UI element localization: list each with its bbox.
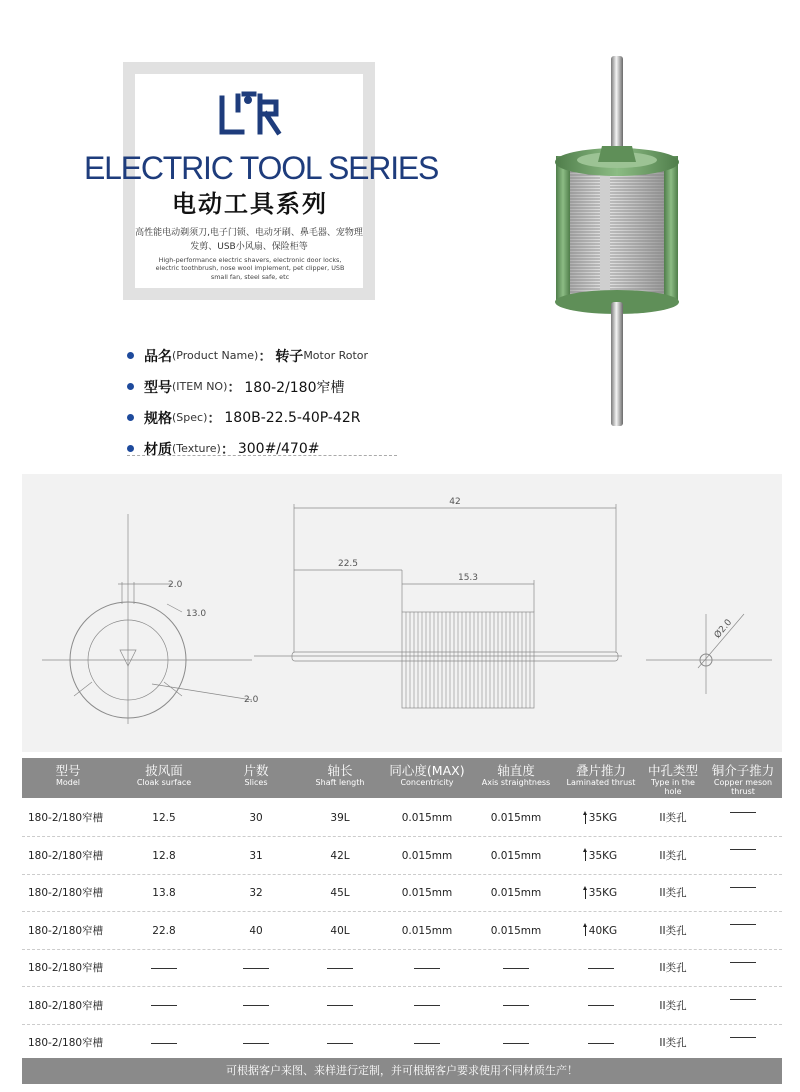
table-cell [704, 950, 782, 987]
info-label-cn: 规格 [144, 410, 172, 427]
table-cell [114, 1025, 214, 1062]
table-row [22, 913, 782, 950]
table-cell [472, 800, 560, 837]
table-cell [382, 913, 472, 950]
cell-value: 31 [249, 849, 263, 862]
arrow-icon [585, 925, 586, 936]
column-header-cn: 披风面 [145, 763, 183, 778]
footer-note: 可根据客户来图、来样进行定制，并可根据客户要求使用不同材质生产！ [22, 1058, 782, 1084]
info-label-en: (Spec) [172, 411, 208, 424]
column-header [642, 758, 704, 798]
dash-placeholder [730, 999, 756, 1000]
cell-value: 40 [249, 924, 263, 937]
dash-placeholder [730, 849, 756, 850]
table-cell [560, 838, 642, 875]
cell-value: II类孔 [659, 962, 687, 974]
table-cell [560, 875, 642, 912]
table-cell [472, 913, 560, 950]
info-label-en: (Texture) [172, 442, 221, 455]
table-cell [642, 988, 704, 1025]
bullet-icon [127, 352, 134, 359]
table-cell [560, 913, 642, 950]
table-cell [22, 913, 114, 950]
table-cell [704, 913, 782, 950]
dim-slot-label: 2.0 [168, 580, 183, 590]
table-cell [114, 838, 214, 875]
technical-drawing [22, 474, 782, 752]
info-label-cn: 型号 [144, 379, 172, 396]
cell-value: 35KG [588, 849, 618, 862]
column-header-cn: 同心度(MAX) [389, 763, 465, 778]
series-title-en: ELECTRIC TOOL SERIES [84, 150, 439, 186]
column-header-en: Model [55, 778, 81, 787]
divider [127, 455, 397, 456]
table-cell [704, 875, 782, 912]
dash-placeholder [151, 1005, 177, 1006]
table-cell [214, 950, 298, 987]
table-row [22, 950, 782, 987]
column-header-cn: 轴长 [327, 763, 353, 778]
brand-logo-icon [214, 88, 286, 140]
cell-value: 40KG [588, 924, 618, 937]
cell-value: 0.015mm [401, 887, 453, 899]
dash-placeholder [588, 1005, 614, 1006]
dash-placeholder [243, 1005, 269, 1006]
column-header-cn: 轴直度 [497, 763, 535, 778]
dash-placeholder [730, 924, 756, 925]
table-cell [214, 800, 298, 837]
cell-value: 12.8 [152, 849, 176, 862]
table-cell [382, 800, 472, 837]
table-cell [298, 950, 382, 987]
column-header-cn: 叠片推力 [575, 763, 626, 778]
dash-placeholder [730, 887, 756, 888]
info-row-spec: 规格 (Spec) ： 180B-22.5-40P-42R [127, 402, 427, 433]
info-row-item-no: 型号 (ITEM NO) ： 180-2/180窄槽 [127, 371, 427, 402]
table-cell [298, 800, 382, 837]
table-cell [114, 913, 214, 950]
arrow-icon [585, 813, 586, 824]
dash-placeholder [414, 1043, 440, 1044]
dash-placeholder [414, 1005, 440, 1006]
bullet-icon [127, 383, 134, 390]
column-header-cn: 型号 [55, 763, 81, 778]
table-cell [214, 1025, 298, 1062]
column-header [704, 758, 782, 798]
table-row [22, 988, 782, 1025]
bullet-icon [127, 445, 134, 452]
table-cell [642, 875, 704, 912]
dash-placeholder [243, 968, 269, 969]
cell-value: 180-2/180窄槽 [28, 924, 104, 937]
dash-placeholder [588, 1043, 614, 1044]
table-cell [214, 913, 298, 950]
dim-stack-label: 15.3 [457, 573, 479, 583]
table-cell [298, 913, 382, 950]
info-value-en: Motor Rotor [303, 349, 369, 362]
cell-value: 22.8 [152, 924, 176, 937]
cell-value: 13.8 [152, 887, 176, 899]
info-label-en: (Product Name) [172, 349, 259, 362]
table-cell [214, 838, 298, 875]
table-cell [704, 838, 782, 875]
description-cn: 高性能电动剃须刀,电子门锁、电动牙刷、鼻毛器、宠物理发剪、USB小风扇、保险柜等 [135, 228, 363, 252]
cell-value: 0.015mm [401, 812, 453, 824]
table-cell [560, 800, 642, 837]
series-title-cn: 电动工具系列 [172, 190, 328, 218]
dash-placeholder [730, 962, 756, 963]
column-header-cn: 片数 [243, 763, 269, 778]
table-cell [560, 950, 642, 987]
rotor-product-image [540, 56, 710, 436]
table-cell [298, 838, 382, 875]
spec-table-header [22, 758, 782, 798]
table-cell [472, 950, 560, 987]
arrow-icon [585, 850, 586, 861]
info-label-cn: 品名 [144, 348, 172, 365]
table-cell [382, 950, 472, 987]
table-cell [560, 1025, 642, 1062]
cell-value: II类孔 [659, 812, 687, 824]
table-cell [382, 838, 472, 875]
dash-placeholder [503, 968, 529, 969]
info-value: 转子 [275, 348, 304, 365]
table-cell [642, 950, 704, 987]
dash-placeholder [730, 1037, 756, 1038]
cell-value: II类孔 [659, 999, 687, 1012]
cell-value: 30 [249, 812, 263, 824]
column-header-en: Copper meson thrust [713, 778, 773, 796]
table-cell [472, 838, 560, 875]
table-cell [560, 988, 642, 1025]
cell-value: 180-2/180窄槽 [28, 887, 104, 899]
dash-placeholder [414, 968, 440, 969]
dash-placeholder [503, 1043, 529, 1044]
cell-value: 180-2/180窄槽 [28, 962, 104, 974]
cell-value: 180-2/180窄槽 [28, 999, 104, 1012]
cell-value: 32 [249, 887, 263, 899]
info-value: 180-2/180窄槽 [244, 379, 345, 396]
table-cell [214, 875, 298, 912]
dash-placeholder [588, 968, 614, 969]
table-cell [642, 1025, 704, 1062]
product-info-list [127, 340, 427, 464]
cell-value: 39L [330, 812, 350, 824]
table-cell [114, 875, 214, 912]
table-cell [22, 1025, 114, 1062]
drawing-svg [22, 474, 782, 752]
dash-placeholder [327, 968, 353, 969]
column-header [214, 758, 298, 798]
table-cell [704, 1025, 782, 1062]
cell-value: 40L [330, 924, 350, 937]
table-cell [22, 838, 114, 875]
table-cell [704, 800, 782, 837]
table-cell [22, 875, 114, 912]
table-cell [704, 988, 782, 1025]
table-cell [22, 800, 114, 837]
column-header-cn: 中孔类型 [647, 763, 698, 778]
info-value: 180B-22.5-40P-42R [224, 409, 361, 426]
column-header [22, 758, 114, 798]
cell-value: 0.015mm [490, 924, 542, 937]
cell-value: II类孔 [659, 924, 687, 937]
dash-placeholder [730, 812, 756, 813]
table-cell [642, 913, 704, 950]
table-cell [472, 1025, 560, 1062]
info-row-texture: 材质 (Texture) ： 300#/470# [127, 433, 427, 464]
column-header-en: Cloak surface [136, 778, 192, 787]
cell-value: 0.015mm [490, 887, 542, 899]
cell-value: 0.015mm [490, 849, 542, 862]
table-row [22, 800, 782, 837]
table-cell [298, 988, 382, 1025]
table-cell [298, 875, 382, 912]
column-header-cn: 铜介子推力 [711, 763, 775, 778]
bullet-icon [127, 414, 134, 421]
table-row [22, 838, 782, 875]
cell-value: 45L [330, 887, 350, 899]
dash-placeholder [151, 968, 177, 969]
table-cell [382, 875, 472, 912]
table-cell [114, 800, 214, 837]
dim-shaft-label: 22.5 [337, 559, 359, 569]
table-cell [114, 950, 214, 987]
column-header [382, 758, 472, 798]
table-cell [642, 838, 704, 875]
cell-value: 35KG [588, 812, 618, 824]
cell-value: 180-2/180窄槽 [28, 849, 104, 862]
column-header [560, 758, 642, 798]
table-cell [382, 988, 472, 1025]
table-cell [114, 988, 214, 1025]
cell-value: II类孔 [659, 887, 687, 899]
dim-outer-label: 13.0 [186, 609, 207, 619]
cell-value: 0.015mm [401, 924, 453, 937]
table-cell [642, 800, 704, 837]
column-header-en: Concentricity [400, 778, 454, 787]
table-cell [214, 988, 298, 1025]
column-header-en: Shaft length [315, 778, 365, 787]
column-header [114, 758, 214, 798]
cell-value: 180-2/180窄槽 [28, 1037, 104, 1049]
info-label-en: (ITEM NO) [172, 380, 228, 393]
table-row [22, 1025, 782, 1062]
cell-value: 180-2/180窄槽 [28, 812, 104, 824]
dim-total-label: 42 [449, 497, 461, 507]
info-value: 300#/470# [237, 440, 320, 457]
cell-value: 0.015mm [490, 812, 542, 824]
description-en: High-performance electric shavers, electronic door locks, electric toothbrush, nose wool implement, pet clipper, USB small fan, steel safe, etc [155, 256, 345, 281]
table-cell [22, 950, 114, 987]
dash-placeholder [151, 1043, 177, 1044]
column-header-en: Axis straightness [481, 778, 551, 787]
column-header [298, 758, 382, 798]
dash-placeholder [503, 1005, 529, 1006]
column-header-en: Slices [244, 778, 268, 787]
cell-value: II类孔 [659, 849, 687, 862]
table-cell [382, 1025, 472, 1062]
cell-value: 12.5 [152, 812, 176, 824]
arrow-icon [585, 888, 586, 899]
info-row-product-name: 品名 (Product Name) ： 转子 Motor Rotor [127, 340, 427, 371]
table-cell [472, 875, 560, 912]
dim-bore-label: Ø2.0 [712, 617, 735, 641]
dash-placeholder [327, 1005, 353, 1006]
dash-placeholder [327, 1043, 353, 1044]
column-header-en: Type in the hole [651, 778, 695, 796]
dash-placeholder [243, 1043, 269, 1044]
column-header-en: Laminated thrust [566, 778, 636, 787]
table-cell [472, 988, 560, 1025]
cell-value: 0.015mm [401, 849, 453, 862]
column-header [472, 758, 560, 798]
cell-value: II类孔 [659, 1037, 687, 1049]
info-label-cn: 材质 [144, 441, 172, 458]
table-cell [22, 988, 114, 1025]
table-row [22, 875, 782, 912]
dim-tip-label: 2.0 [244, 695, 259, 705]
table-cell [298, 1025, 382, 1062]
cell-value: 42L [330, 849, 350, 862]
cell-value: 35KG [588, 887, 618, 899]
